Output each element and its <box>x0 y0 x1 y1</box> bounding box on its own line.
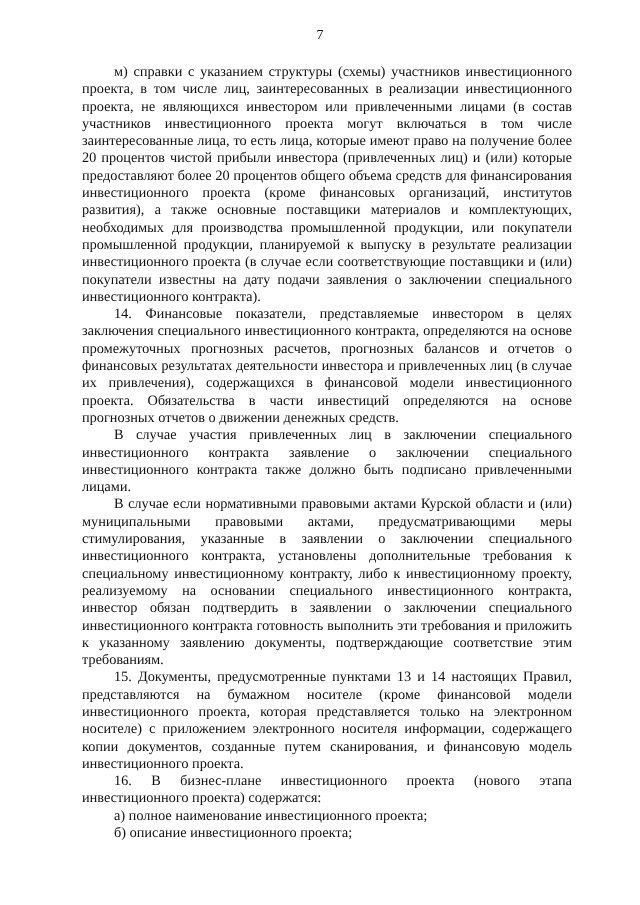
document-body <box>82 64 572 842</box>
paragraph-15-documents-submission: 15. Документы, предусмотренные пунктами 13 и 14 настоящих Правил, представляются на бумажном носителе (кроме финансовой модели инвестиционного проекта, которая представляется только на электронном носителе) с приложением электронного носителя информации, содержащего копии документов, созданные путем сканирования, и финансовую модель инвестиционного проекта. <box>82 669 572 772</box>
list-item-a: а) полное наименование инвестиционного проекта; <box>114 807 428 824</box>
paragraph-14-financial-indicators: 14. Финансовые показатели, представляемые инвестором в целях заключения специального инвестиционного контракта, определяются на основе промежуточных прогнозных расчетов, прогнозных балансов и отчетов о финансовых результатах деятельности инвестора и привлеченных лиц (в случае их привлечения), содержащихся в финансовой модели инвестиционного проекта. Обязательства в части инвестиций определяются на основе прогнозных отчетов о движении денежных средств. <box>82 306 572 426</box>
list-item-b: б) описание инвестиционного проекта; <box>114 825 353 842</box>
paragraph-involved-persons-signature: В случае участия привлеченных лиц в заключении специального инвестиционного контракта заявление о заключении специального инвестиционного контракта также должно быть подписано привлеченными лицами. <box>82 427 572 496</box>
paragraph-m-structure-certificates: м) справки с указанием структуры (схемы) участников инвестиционного проекта, в том числе лиц, заинтересованных в реализации инвестиционного проекта, не являющихся инвестором или привлеченными лицами (в состав участников инвестиционного проекта могут включаться в том числе заинтересованные лица, то есть лица, которые имеют право на получение более 20 процентов чистой прибыли инвестора (привлеченных лиц) и (или) которые предоставляют более 20 процентов общего объема средств для финансирования инвестиционного проекта (кроме финансовых организаций, институтов развития), а также основные поставщики материалов и комплектующих, необходимых для производства промышленной продукции, или покупатели промышленной продукции, планируемой к выпуску в результате реализации инвестиционного проекта (в случае если соответствующие поставщики и (или) покупатели известны на дату подачи заявления о заключении специального инвестиционного контракта). <box>82 64 572 305</box>
paragraph-additional-requirements: В случае если нормативными правовыми актами Курской области и (или) муниципальными правовыми актами, предусматривающими меры стимулирования, указанные в заявлении о заключении специального инвестиционного контракта, установлены дополнительные требования к специальному инвестиционному контракту, либо к инвестиционному проекту, реализуемому на основании специального инвестиционного контракта, инвестор обязан подтвердить в заявлении о заключении специального инвестиционного контракта готовность выполнить эти требования и приложить к указанному заявлению документы, подтверждающие соответствие этим требованиям. <box>82 496 572 669</box>
page-number: 7 <box>316 28 324 43</box>
paragraph-16-business-plan: 16. В бизнес-плане инвестиционного проекта (нового этапа инвестиционного проекта) содержатся: <box>82 773 572 807</box>
